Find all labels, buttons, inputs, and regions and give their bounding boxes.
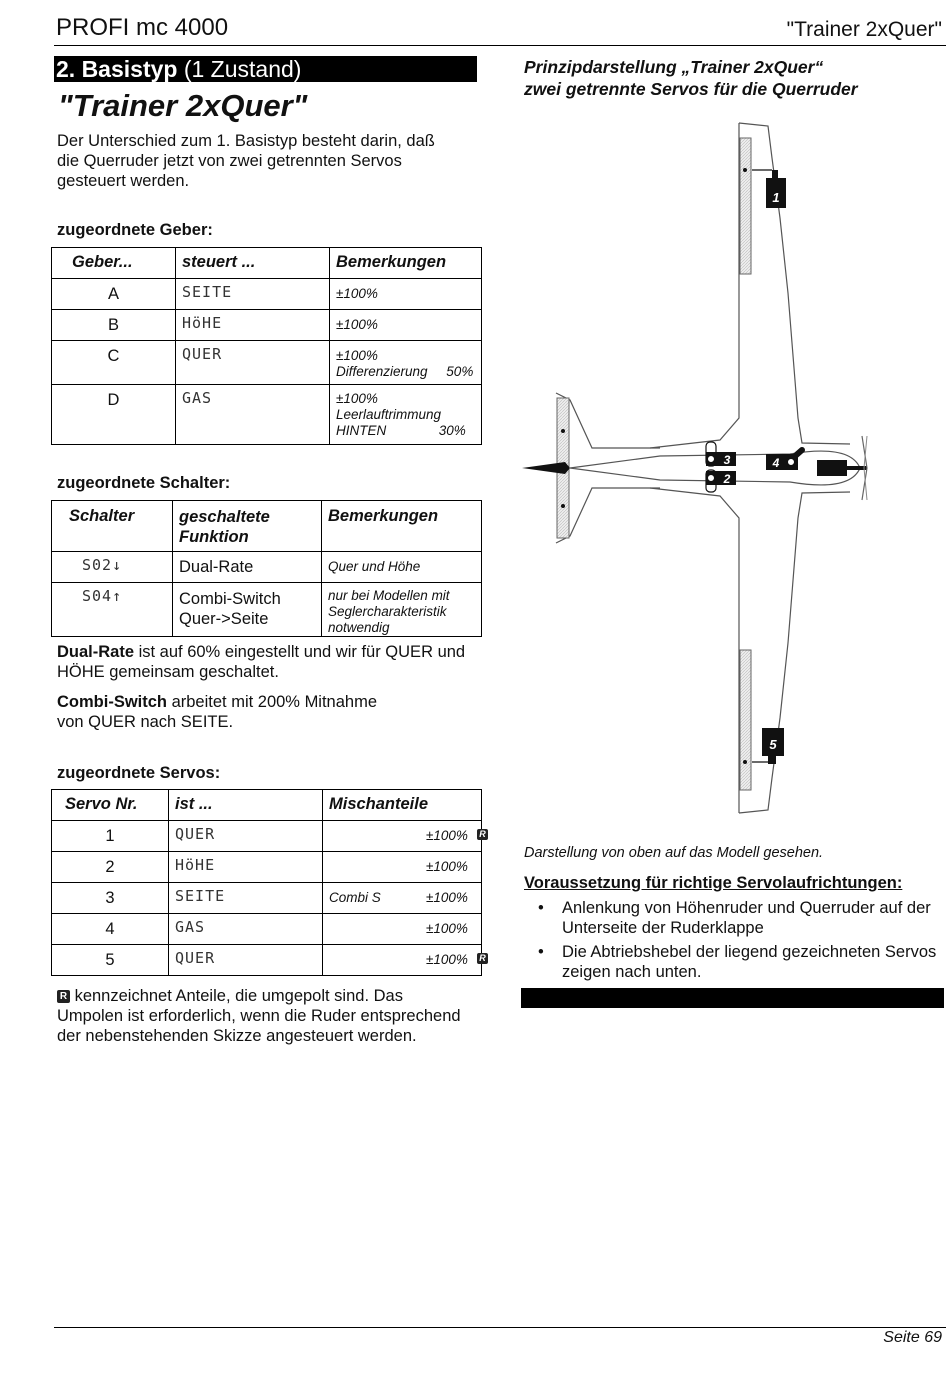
servo-ist-cell: SEITE bbox=[169, 883, 323, 914]
table-header-row bbox=[52, 790, 482, 821]
table-row bbox=[52, 341, 482, 385]
col-header-funktion: geschaltete Funktion bbox=[173, 501, 322, 552]
airplane-diagram bbox=[520, 118, 950, 818]
geber-cell: D bbox=[52, 385, 176, 445]
steuert-cell: SEITE bbox=[176, 279, 330, 310]
table-row bbox=[52, 310, 482, 341]
dualrate-note bbox=[57, 642, 467, 682]
servo-nr-cell: 2 bbox=[52, 852, 169, 883]
section-bar bbox=[54, 56, 477, 82]
servo-3-icon bbox=[706, 442, 736, 467]
separator-bar bbox=[521, 988, 944, 1008]
mix-percent: ±100% bbox=[426, 828, 468, 843]
svg-text:3: 3 bbox=[723, 453, 731, 467]
bem-cell: nur bei Modellen mit Seglercharakteristik notwendig bbox=[322, 583, 482, 637]
servo-nr-cell: 1 bbox=[52, 821, 169, 852]
diagram-title-line1: Prinzipdarstellung „Trainer 2xQuer“ bbox=[524, 57, 824, 77]
combi-note bbox=[57, 692, 407, 732]
bullet-icon: • bbox=[538, 899, 544, 917]
mix-cell bbox=[323, 852, 482, 883]
geber-cell: C bbox=[52, 341, 176, 385]
table-row bbox=[52, 583, 482, 637]
mix-cell bbox=[323, 945, 486, 976]
svg-text:4: 4 bbox=[772, 456, 780, 470]
steuert-cell: HöHE bbox=[176, 310, 330, 341]
schalter-cell: S04↑ bbox=[52, 583, 173, 637]
col-header-servo-nr: Servo Nr. bbox=[52, 790, 169, 821]
diagram-caption: Darstellung von oben auf das Modell gesehen. bbox=[524, 845, 824, 861]
bem-cell: Quer und Höhe bbox=[322, 552, 482, 583]
table-row bbox=[52, 852, 482, 883]
header-subtitle: "Trainer 2xQuer" bbox=[786, 18, 942, 41]
mix-percent: ±100% bbox=[426, 952, 468, 967]
table-row bbox=[52, 552, 482, 583]
list-item-text: Die Abtriebshebel der liegend gezeichneten Servos zeigen nach unten. bbox=[562, 943, 937, 981]
requirements-list bbox=[538, 898, 938, 986]
diagram-title-line2: zwei getrennte Servos für die Querruder bbox=[524, 79, 858, 99]
funktion-cell: Combi-Switch Quer->Seite bbox=[173, 583, 322, 637]
funktion-cell: Dual-Rate bbox=[173, 552, 322, 583]
combi-label: Combi-Switch bbox=[57, 693, 167, 711]
bem-line: HINTEN 30% bbox=[336, 423, 466, 438]
table-row bbox=[52, 945, 482, 976]
bem-cell bbox=[330, 385, 482, 445]
col-header-steuert: steuert ... bbox=[176, 248, 330, 279]
mix-cell bbox=[323, 821, 486, 852]
bem-cell: ±100% bbox=[330, 279, 482, 310]
servo-nr-cell: 3 bbox=[52, 883, 169, 914]
col-header-schalter: Schalter bbox=[52, 501, 173, 552]
table-row bbox=[52, 385, 482, 445]
bem-cell bbox=[330, 341, 482, 385]
reverse-icon: R bbox=[477, 953, 488, 964]
bem-line: ±100% bbox=[336, 348, 378, 363]
mix-percent: ±100% bbox=[426, 921, 468, 936]
col-header-mischanteile: Mischanteile bbox=[323, 790, 482, 821]
table-row bbox=[52, 914, 482, 945]
table-header-row bbox=[52, 248, 482, 279]
svg-text:5: 5 bbox=[769, 737, 777, 752]
servo-table bbox=[51, 789, 486, 976]
steuert-cell: QUER bbox=[176, 341, 330, 385]
bem-line: Differenzierung 50% bbox=[336, 364, 474, 379]
combi-text: arbeitet mit 200% Mitnahme von QUER nach SEITE. bbox=[57, 693, 378, 731]
section-state: (1 Zustand) bbox=[177, 56, 302, 82]
schalter-table bbox=[51, 500, 482, 637]
col-header-geber: Geber... bbox=[52, 248, 176, 279]
bullet-icon: • bbox=[538, 943, 544, 961]
dualrate-text: ist auf 60% eingestellt und wir für QUER und HÖHE gemeinsam geschaltet. bbox=[57, 643, 466, 681]
servo-ist-cell: HöHE bbox=[169, 852, 323, 883]
servo-1-icon bbox=[752, 170, 786, 208]
list-item bbox=[538, 942, 938, 982]
aileron-upper bbox=[740, 138, 751, 274]
geber-cell: A bbox=[52, 279, 176, 310]
servo-4-icon bbox=[766, 450, 802, 470]
col-header-bemerkungen: Bemerkungen bbox=[330, 248, 482, 279]
servo-nr-cell: 4 bbox=[52, 914, 169, 945]
mix-percent: ±100% bbox=[426, 890, 468, 905]
bem-line: ±100% bbox=[336, 391, 378, 406]
servo-ist-cell: QUER bbox=[169, 945, 323, 976]
section-number: 2. Basistyp bbox=[56, 56, 178, 82]
table-row bbox=[52, 279, 482, 310]
diagram-title bbox=[524, 56, 858, 100]
footer-rule bbox=[54, 1327, 946, 1328]
schalter-cell: S02↓ bbox=[52, 552, 173, 583]
servo-2-icon bbox=[706, 470, 736, 492]
table-row bbox=[52, 821, 482, 852]
header-title: PROFI mc 4000 bbox=[56, 14, 229, 41]
mix-cell bbox=[323, 914, 482, 945]
svg-text:1: 1 bbox=[772, 190, 780, 205]
col-header-ist: ist ... bbox=[169, 790, 323, 821]
reverse-note-text: kennzeichnet Anteile, die umgepolt sind. Das Umpolen ist erforderlich, wenn die Ruder entsprechend der nebenstehenden Skizze angesteuert werden. bbox=[57, 987, 461, 1045]
reverse-icon: R bbox=[57, 990, 70, 1003]
servo-5-icon bbox=[752, 728, 784, 764]
engine bbox=[817, 460, 847, 476]
servo-ist-cell: GAS bbox=[169, 914, 323, 945]
schalter-heading: zugeordnete Schalter: bbox=[57, 474, 231, 492]
servo-heading: zugeordnete Servos: bbox=[57, 764, 221, 782]
list-item-text: Anlenkung von Höhenruder und Querruder auf der Unterseite der Ruderklappe bbox=[562, 899, 931, 937]
mix-percent: ±100% bbox=[426, 859, 468, 874]
steuert-cell: GAS bbox=[176, 385, 330, 445]
intro-text: Der Unterschied zum 1. Basistyp besteht darin, daß die Querruder jetzt von zwei getrennten Servos gesteuert werden. bbox=[57, 132, 435, 190]
bem-cell: ±100% bbox=[330, 310, 482, 341]
col-header-bemerkungen: Bemerkungen bbox=[322, 501, 482, 552]
mix-cell bbox=[323, 883, 482, 914]
rudder bbox=[522, 462, 570, 474]
dualrate-label: Dual-Rate bbox=[57, 643, 135, 661]
table-header-row bbox=[52, 501, 482, 552]
bem-line: Leerlauftrimmung bbox=[336, 407, 442, 422]
page-title: "Trainer 2xQuer" bbox=[58, 88, 308, 123]
svg-text:2: 2 bbox=[723, 472, 731, 486]
servo-ist-cell: QUER bbox=[169, 821, 323, 852]
geber-heading: zugeordnete Geber: bbox=[57, 221, 213, 239]
geber-cell: B bbox=[52, 310, 176, 341]
list-item bbox=[538, 898, 938, 938]
reverse-note bbox=[57, 986, 467, 1046]
requirements-heading: Voraussetzung für richtige Servolaufrichtungen: bbox=[524, 874, 903, 892]
reverse-icon: R bbox=[477, 829, 488, 840]
page-number: Seite 69 bbox=[883, 1329, 942, 1346]
geber-table bbox=[51, 247, 482, 445]
table-row bbox=[52, 883, 482, 914]
aileron-lower bbox=[740, 650, 751, 790]
header-rule bbox=[54, 45, 946, 46]
mix-prefix: Combi S bbox=[329, 890, 381, 905]
servo-nr-cell: 5 bbox=[52, 945, 169, 976]
